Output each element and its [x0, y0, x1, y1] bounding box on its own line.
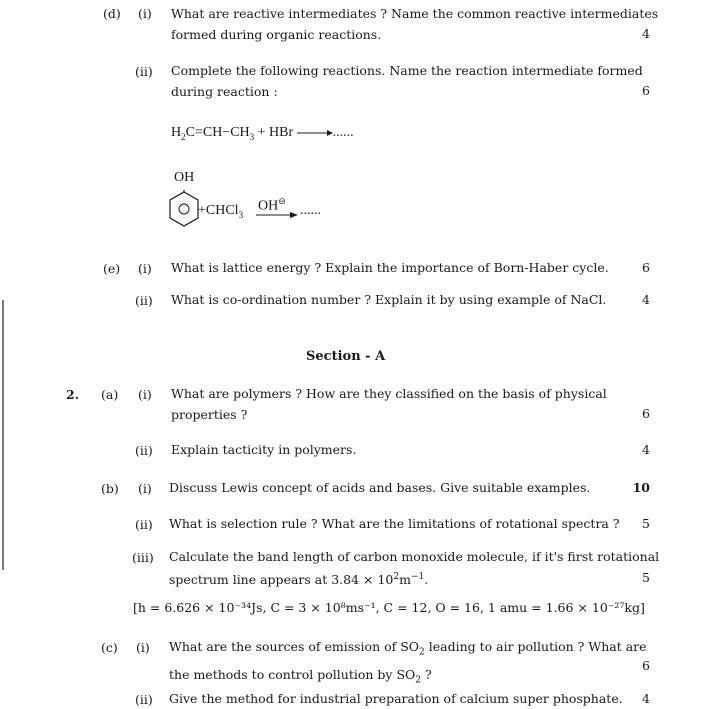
question-a-i-line2: properties ? [171, 407, 248, 422]
part-label-c: (c) [101, 640, 118, 655]
reaction1-dots: ...... [332, 125, 354, 140]
subpart-label-b-i: (i) [138, 481, 152, 496]
marks-b-iii: 5 [642, 570, 650, 585]
question-c-i-line1-pre: What are the sources of emission of SO [169, 639, 420, 654]
reaction2-dots: ...... [300, 203, 321, 218]
section-title: Section - A [306, 349, 386, 364]
benzene-ring-icon [167, 190, 201, 230]
question-d-ii-text [171, 60, 643, 102]
question-b-i-text: Discuss Lewis concept of acids and bases. Give suitable examples. [169, 480, 591, 495]
question-b-iii-line2-post: . [424, 572, 429, 588]
reaction2-condition-text: OH [258, 198, 279, 214]
question-d-ii-line1: Complete the following reactions. Name the reaction intermediate formed [171, 63, 643, 78]
question-d-i-line2: formed during organic reactions. [171, 27, 382, 42]
question-c-i-line1-post: leading to air pollution ? What are [424, 639, 647, 654]
part-label-d: (d) [103, 6, 121, 21]
question-b-iii-text [169, 546, 659, 590]
question-c-ii-text: Give the method for industrial preparation of calcium super phosphate. [169, 691, 623, 706]
question-d-i-text [171, 3, 658, 45]
marks-c-ii: 4 [642, 691, 650, 706]
marks-e-ii: 4 [642, 292, 650, 307]
subpart-label-c-ii: (ii) [135, 692, 153, 707]
subpart-label-d-ii: (ii) [135, 64, 153, 79]
question-e-i-text: What is lattice energy ? Explain the importance of Born-Haber cycle. [171, 260, 609, 275]
question-e-ii-text: What is co-ordination number ? Explain it by using example of NaCl. [171, 292, 607, 307]
subpart-label-d-i: (i) [138, 6, 152, 21]
question-d-ii-line2: during reaction : [171, 84, 278, 99]
marks-c-i: 6 [642, 658, 650, 673]
subpart-label-b-ii: (ii) [135, 517, 153, 532]
marks-d-i: 4 [642, 26, 650, 41]
question-b-ii-text: What is selection rule ? What are the limitations of rotational spectra ? [169, 516, 620, 531]
subpart-label-e-i: (i) [138, 261, 152, 276]
reaction2-condition: OH⊖ [258, 196, 286, 214]
question-number-2: 2. [66, 387, 80, 402]
question-b-iii-line1: Calculate the band length of carbon monoxide molecule, if it's first rotational [169, 549, 660, 564]
scan-edge-line [2, 300, 4, 570]
subpart-label-c-i: (i) [136, 640, 150, 655]
part-label-a: (a) [101, 387, 119, 402]
reaction2-arrow-icon [256, 210, 298, 220]
subpart-label-a-ii: (ii) [135, 443, 153, 458]
marks-e-i: 6 [642, 260, 650, 275]
marks-d-ii: 6 [642, 83, 650, 98]
question-b-iii-line2-pre: spectrum line appears at 3.84 × 10 [169, 572, 394, 588]
physical-constants: [h = 6.626 × 10⁻³⁴Js, C = 3 × 10⁸ms⁻¹, C = 12, O = 16, 1 amu = 1.66 × 10⁻²⁷kg] [133, 600, 645, 615]
question-b-iii-line2: spectrum line appears at $3.84 \times 10^2m^{-1}$. [169, 572, 429, 588]
question-c-i-line2: the methods to control pollution by $SO_2$ ? [169, 666, 432, 685]
marks-b-ii: 5 [642, 516, 650, 531]
part-label-e: (e) [103, 261, 121, 276]
reaction1-rhs: C=CH−CH [185, 125, 250, 140]
question-c-i-text [169, 636, 647, 691]
question-c-i-line1: What are the sources of emission of $SO_2$ leading to air pollution ? What are [169, 639, 647, 658]
reaction2-reagent: +CHCl [198, 203, 239, 218]
question-a-i-text [171, 383, 607, 425]
reaction-phenol-chcl3: +CHCl$_3$ [198, 203, 244, 220]
question-d-i-line1: What are reactive intermediates ? Name the common reactive intermediates [171, 6, 659, 21]
question-a-ii-text: Explain tacticity in polymers. [171, 442, 357, 457]
subpart-label-b-iii: (iii) [132, 550, 154, 565]
reaction-arrow-icon [297, 128, 333, 138]
reaction1-lhs: H [171, 125, 182, 140]
question-c-i-line2-pre: the methods to control pollution by SO [169, 666, 416, 682]
marks-b-i: 10 [632, 480, 650, 495]
reaction1-plus: + HBr [257, 125, 294, 140]
subpart-label-e-ii: (ii) [135, 293, 153, 308]
marks-a-i: 6 [642, 406, 650, 421]
reaction-propene-hbr: $H_2C=CH-CH_3$ + HBr ...... [171, 125, 354, 142]
subpart-label-a-i: (i) [138, 387, 152, 402]
phenol-oh-label: OH [174, 170, 195, 185]
part-label-b: (b) [101, 481, 119, 496]
question-c-i-line2-post: ? [421, 666, 432, 682]
question-a-i-line1: What are polymers ? How are they classified on the basis of physical [171, 386, 607, 401]
marks-a-ii: 4 [642, 442, 650, 457]
